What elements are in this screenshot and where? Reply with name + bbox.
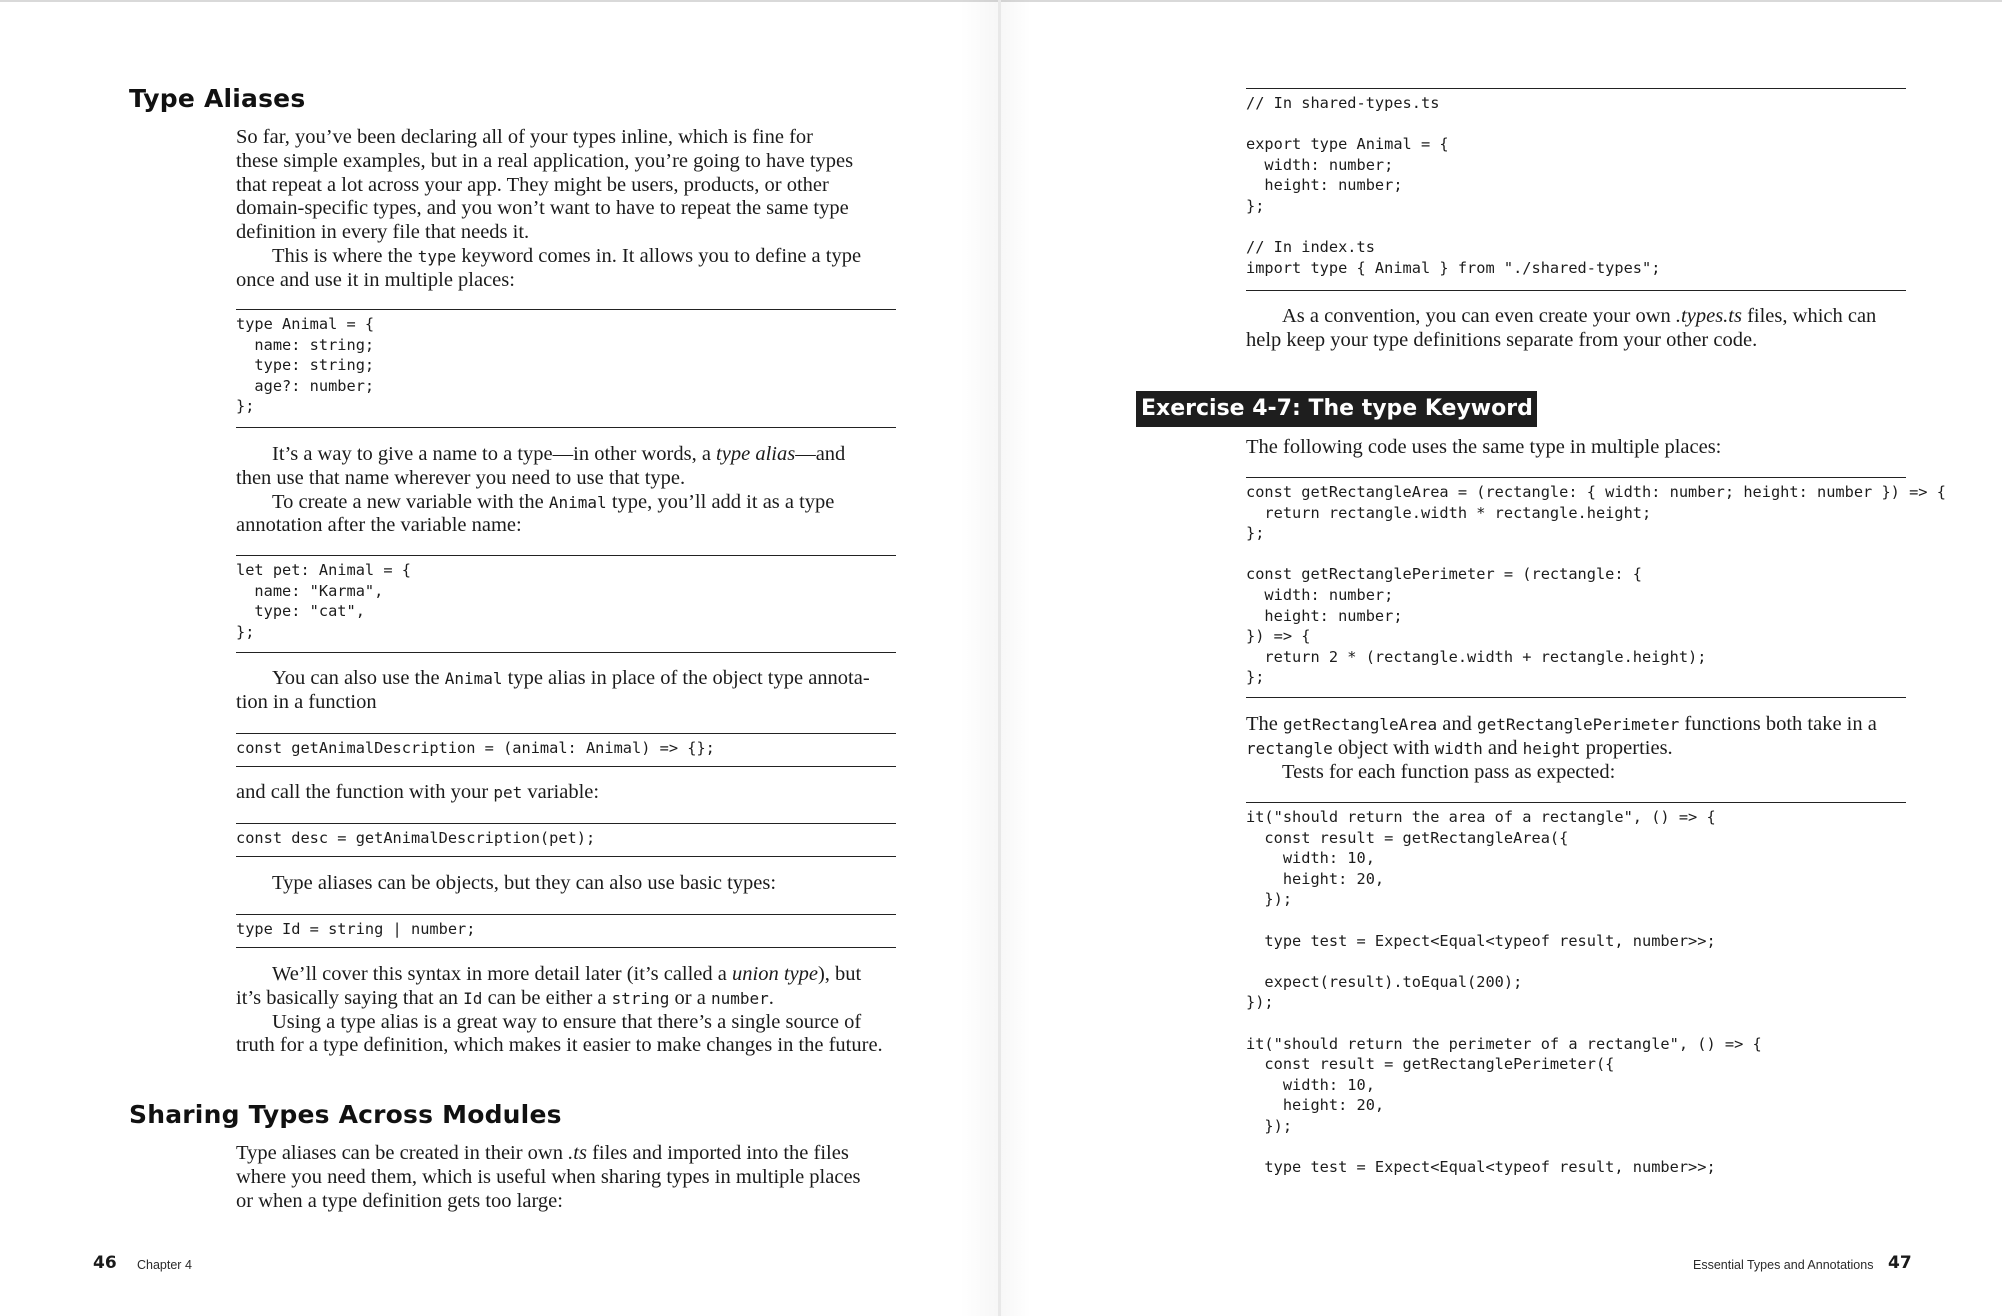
code-block-tests xyxy=(1246,802,1906,1202)
text-line: To create a new variable with the Animal type, you’ll add it as a type xyxy=(272,490,835,513)
text-line: truth for a type definition, which makes it easier to make changes in the future. xyxy=(236,1034,883,1057)
text-line: Type aliases can be created in their own .ts files and imported into the files xyxy=(236,1142,849,1164)
footer-section-label: Essential Types and Annotations xyxy=(1693,1258,1874,1272)
left-page xyxy=(0,0,1000,1316)
emphasis: type alias xyxy=(716,443,796,465)
inline-code: Animal xyxy=(444,669,503,688)
text-line: annotation after the variable name: xyxy=(236,514,522,537)
code-block-id-type xyxy=(236,914,896,948)
text-line: Using a type alias is a great way to ensure that there’s a single source of xyxy=(272,1010,862,1033)
inline-code: width xyxy=(1434,738,1483,758)
inline-code: Animal xyxy=(548,492,607,512)
text-line: or when a type definition gets too large: xyxy=(236,1189,563,1212)
paragraph-intro xyxy=(236,126,936,293)
inline-code: getRectanglePerimeter xyxy=(1476,715,1680,734)
text-line: help keep your type definitions separate from your other code. xyxy=(1246,328,1758,351)
emphasis: .ts xyxy=(568,1142,587,1164)
footer-chapter-label: Chapter 4 xyxy=(137,1258,192,1272)
code-block-shared-types xyxy=(1246,88,1906,291)
inline-code: getRectangleArea xyxy=(1283,715,1438,734)
text-line: It’s a way to give a name to a type—in other words, a type alias—and xyxy=(272,443,846,465)
code-text: const getRectangleArea = (rectangle: { width: number; height: number }) => { return rectangle.width * rectangle.height; }; const getRectanglePerimeter = (rectangle: { width: number; height: number; }) => { return 2 * (rectangle.width + rectangle.height); }; xyxy=(1246,483,1946,687)
text-line: You can also use the Animal type alias in place of the object type annota- xyxy=(272,667,870,689)
text-line: domain-specific types, and you won’t want to have to repeat the same type xyxy=(236,197,849,220)
page-number-left: 46 xyxy=(93,1253,117,1273)
code-text: // In shared-types.ts export type Animal = { width: number; height: number; }; // In index.ts import type { Animal } from "./shared-types"; xyxy=(1246,94,1661,277)
exercise-heading: Exercise 4-7: The type Keyword xyxy=(1136,391,1537,427)
gutter-shadow-left xyxy=(960,0,1000,1316)
text-line: these simple examples, but in a real application, you’re going to have types xyxy=(236,149,854,172)
inline-code: Id xyxy=(463,988,483,1008)
emphasis: union type xyxy=(732,963,818,985)
text-line: and call the function with your pet variable: xyxy=(236,781,600,803)
text-line: where you need them, which is useful when sharing types in multiple places xyxy=(236,1165,861,1188)
paragraph-union-type xyxy=(236,963,956,1058)
code-text: type Id = string | number; xyxy=(236,920,476,938)
text-line: As a convention, you can even create your own .types.ts files, which can xyxy=(1282,305,1877,327)
right-page xyxy=(1001,0,2002,1316)
code-text: const desc = getAnimalDescription(pet); xyxy=(236,829,596,847)
code-text: let pet: Animal = { name: "Karma", type: "cat", }; xyxy=(236,561,411,641)
code-block-animal-type xyxy=(236,309,896,428)
paragraph-type-alias xyxy=(236,443,936,538)
text-line: Type aliases can be objects, but they can also use basic types: xyxy=(272,872,777,894)
code-text: type Animal = { name: string; type: string; age?: number; }; xyxy=(236,315,375,416)
text-line: So far, you’ve been declaring all of your types inline, which is fine for xyxy=(236,126,813,148)
paragraph-sharing-types xyxy=(236,1142,956,1213)
paragraph-types-convention xyxy=(1246,305,1966,353)
text-line: it’s basically saying that an Id can be either a string or a number. xyxy=(236,986,774,1009)
inline-code: pet xyxy=(493,783,523,802)
text-line: This is where the type keyword comes in. It allows you to define a type xyxy=(272,244,862,267)
text-line: then use that name wherever you need to use that type. xyxy=(236,466,686,489)
paragraph-rectangle-functions xyxy=(1246,713,1976,784)
inline-code: string xyxy=(611,988,670,1008)
code-block-pet-variable xyxy=(236,555,896,653)
code-text: const getAnimalDescription = (animal: Animal) => {}; xyxy=(236,739,715,757)
heading-type-aliases: Type Aliases xyxy=(129,84,306,113)
paragraph-function-annotation xyxy=(236,667,936,715)
inline-code: height xyxy=(1522,738,1581,758)
inline-code: number xyxy=(710,988,769,1008)
text-line: The following code uses the same type in multiple places: xyxy=(1246,436,1722,458)
inline-code: type xyxy=(417,246,457,266)
paragraph-basic-types xyxy=(236,872,936,896)
text-line: rectangle object with width and height properties. xyxy=(1246,736,1673,759)
inline-code: rectangle xyxy=(1246,738,1333,758)
text-line: We’ll cover this syntax in more detail later (it’s called a union type), but xyxy=(272,963,862,985)
text-line: tion in a function xyxy=(236,690,377,713)
text-line: once and use it in multiple places: xyxy=(236,268,515,291)
code-block-desc xyxy=(236,823,896,857)
paragraph-exercise-intro xyxy=(1246,436,1966,460)
code-block-get-animal-description xyxy=(236,733,896,767)
text-line: that repeat a lot across your app. They might be users, products, or other xyxy=(236,173,829,196)
text-line: definition in every file that needs it. xyxy=(236,221,530,244)
heading-sharing-types: Sharing Types Across Modules xyxy=(129,1100,562,1129)
paragraph-call-function xyxy=(236,781,936,805)
emphasis: .types.ts xyxy=(1675,305,1742,327)
text-line: The getRectangleArea and getRectanglePerimeter functions both take in a xyxy=(1246,713,1877,735)
page-number-right: 47 xyxy=(1888,1253,1912,1273)
code-block-rectangle-functions xyxy=(1246,477,1946,698)
text-line: Tests for each function pass as expected: xyxy=(1282,760,1616,783)
code-text: it("should return the area of a rectangle", () => { const result = getRectangleArea({ width: 10, height: 20, }); type test = Expect<Equal<typeof result, number>>; expect(result).toEqual(200); }); it("should return the perimeter of a rectangle", () => { const result = getRectanglePerimeter({ width: 10, height: 20, }); type test = Expect<Equal<typeof result, number>>; xyxy=(1246,808,1762,1177)
